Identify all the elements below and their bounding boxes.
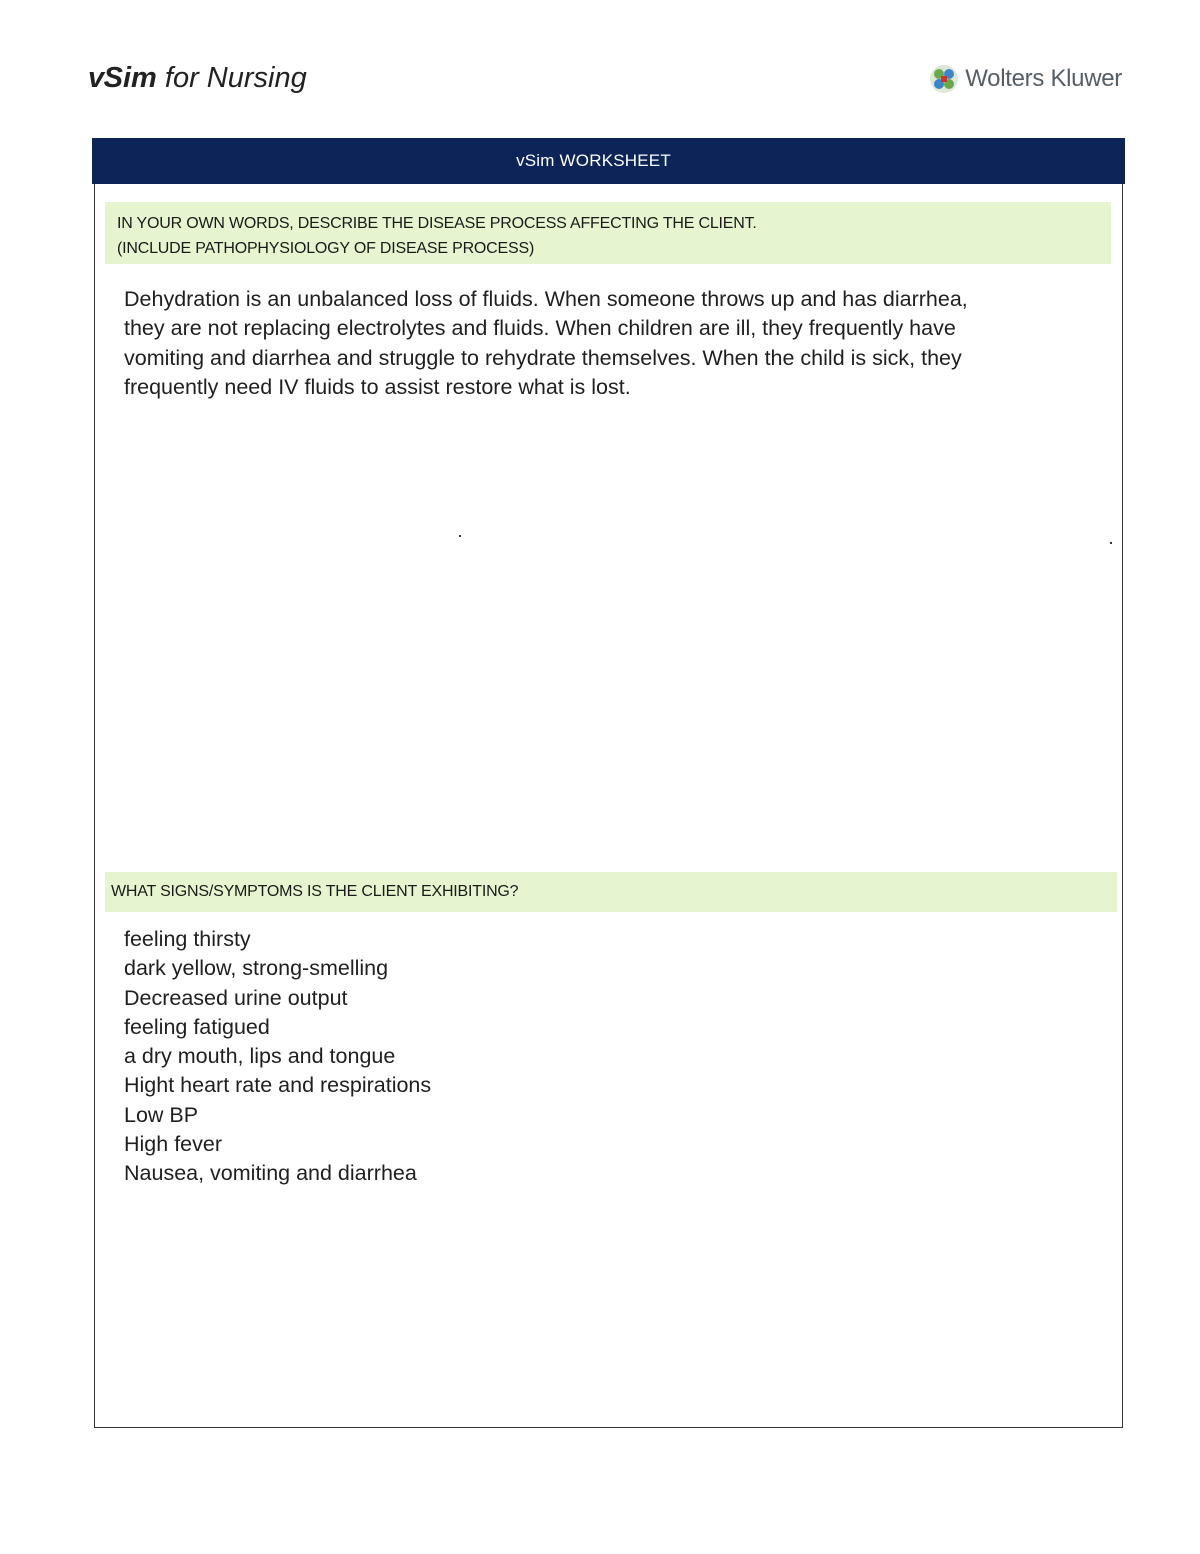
symptoms-question-text: WHAT SIGNS/SYMPTOMS IS THE CLIENT EXHIBITING? [111,883,519,900]
stray-mark [1110,542,1112,544]
brand-v: v [88,62,104,94]
symptom-item: Hight heart rate and respirations [124,1073,432,1098]
question-line-2: (INCLUDE PATHOPHYSIOLOGY OF DISEASE PROCESS) [117,240,535,257]
symptom-item: Low BP [124,1102,199,1127]
disease-process-question [105,202,1111,264]
worksheet-title: vSim WORKSHEET [516,151,671,170]
stray-mark [459,535,461,537]
symptoms-answer[interactable] [124,925,724,1189]
symptom-item: dark yellow, strong-smelling [124,956,389,981]
vsim-brand-logo [88,62,307,95]
publisher-name: Wolters Kluwer [965,65,1122,92]
symptoms-question [105,872,1117,912]
publisher-logo [929,62,1122,96]
worksheet-title-bar [92,138,1125,184]
question-line-1: IN YOUR OWN WORDS, DESCRIBE THE DISEASE PROCESS AFFECTING THE CLIENT. [117,215,757,232]
symptom-item: High fever [124,1132,222,1157]
symptom-item: feeling thirsty [124,927,251,951]
brand-sim: Sim [103,62,157,94]
symptom-item: a dry mouth, lips and tongue [124,1044,396,1069]
symptom-item: Decreased urine output [124,985,348,1010]
wolters-kluwer-logo-icon [929,64,959,94]
brand-rest: for Nursing [156,62,307,94]
symptom-item: Nausea, vomiting and diarrhea [124,1161,417,1186]
symptom-item: feeling fatigued [124,1014,270,1039]
disease-process-answer[interactable]: Dehydration is an unbalanced loss of fluids. When someone throws up and has diarrhea, they are not replacing electrolytes and fluids. When children are ill, they frequently have vomiting and diarrhea and struggle to rehydrate themselves. When the child is sick, they frequently need IV fluids to assist restore what is lost. [124,287,968,399]
